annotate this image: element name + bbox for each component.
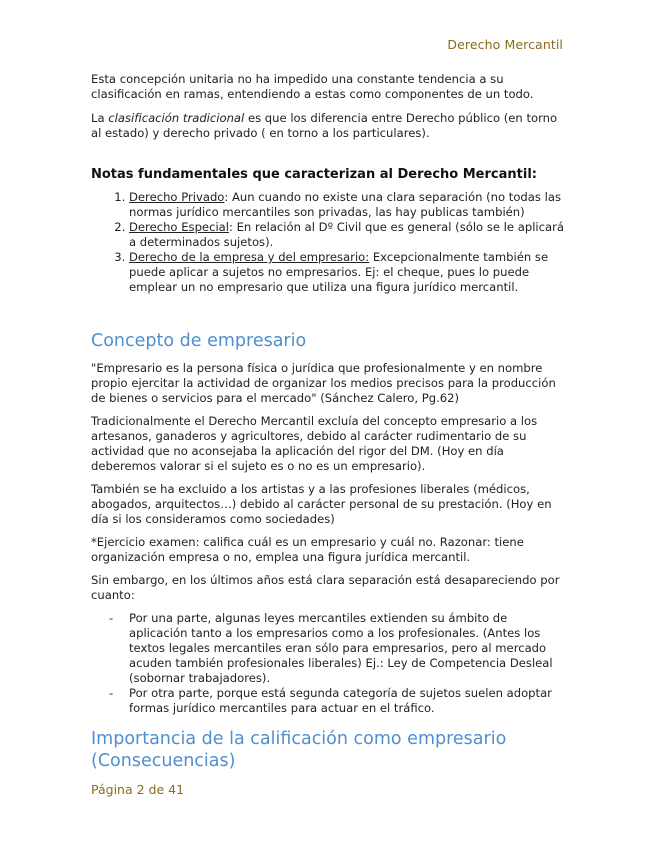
notas-item-text: Aun cuando no existe una clara separación (no todas las normas jurídico mercantiles son privadas, las hay publicas también) [129,190,561,219]
notas-item-text: En relación al Dº Civil que es general (sólo se le aplicará a determinados sujetos). [129,220,564,249]
intro-paragraph-1: Esta concepción unitaria no ha impedido una constante tendencia a su clasificación en ramas, entendiendo a estas como componentes de un todo. [91,72,534,101]
notas-item-sep: : [229,220,237,234]
notas-item-term: Derecho de la empresa y del empresario: [129,250,370,264]
concepto-paragraph: "Empresario es la persona física o jurídica que profesionalmente y en nombre propio ejercitar la actividad de organizar los medios precisos para la producción de bienes o servicios para el mercado" (Sánchez Calero, Pg.62) [91,361,556,405]
concepto-paragraph: *Ejercicio examen: califica cuál es un empresario y cuál no. Razonar: tiene organización empresa o no, emplea una figura jurídica mercantil. [91,535,524,564]
page-body [91,72,567,772]
concepto-bullets [91,611,567,716]
notas-item [129,220,567,250]
concepto-paragraph: Tradicionalmente el Derecho Mercantil excluía del concepto empresario a los artesanos, ganaderos y agricultores, debido al carácter rudimentario de su actividad que no aconsejaba la aplicación del rigor del DM. (Hoy en día deberemos valorar si el sujeto es o no es un empresario). [91,414,538,473]
notas-item [129,250,567,295]
notas-list [91,190,567,295]
intro-paragraph-2 [91,111,567,141]
concepto-bullet: - Por otra parte, porque está segunda categoría de sujetos suelen adoptar formas jurídico mercantiles para actuar en el tráfico. [129,686,567,716]
notas-item-text: Excepcionalmente también se puede aplicar a sujetos no empresarios. Ej: el cheque, pues lo puede emplear un no empresario que utiliza una figura jurídico mercantil. [129,250,549,294]
intro-p2-italic: clasificación tradicional [108,111,245,125]
notas-item-sep: : [224,190,232,204]
notas-item-term: Derecho Especial [129,220,229,234]
notas-item-term: Derecho Privado [129,190,225,204]
importancia-section-title: Importancia de la calificación como empresario (Consecuencias) [91,729,507,771]
concepto-paragraph: También se ha excluido a los artistas y a las profesiones liberales (médicos, abogados, arquitectos…) debido al carácter personal de su prestación. (Hoy en día si los consideramos como sociedades) [91,482,552,526]
page-number: Página 2 de 41 [91,782,185,797]
concepto-paragraph: Sin embargo, en los últimos años está clara separación está desapareciendo por cuanto: [91,573,560,602]
concepto-section-title: Concepto de empresario [91,331,307,351]
notas-heading: Notas fundamentales que caracterizan al Derecho Mercantil: [91,167,537,182]
intro-p2-suffix: es que los diferencia entre Derecho público (en torno al estado) y derecho privado ( en torno a los particulares). [91,111,558,140]
concepto-bullet: - Por una parte, algunas leyes mercantiles extienden su ámbito de aplicación tanto a los empresarios como a los profesionales. (Antes los textos legales mercantiles eran sólo para empresarios, pero al mercado acuden también profesionales liberales) Ej.: Ley de Competencia Desleal (sobornar trabajadores). [129,611,567,686]
notas-item [129,190,567,220]
intro-p2-prefix: La [91,111,109,125]
running-header: Derecho Mercantil [447,37,563,52]
